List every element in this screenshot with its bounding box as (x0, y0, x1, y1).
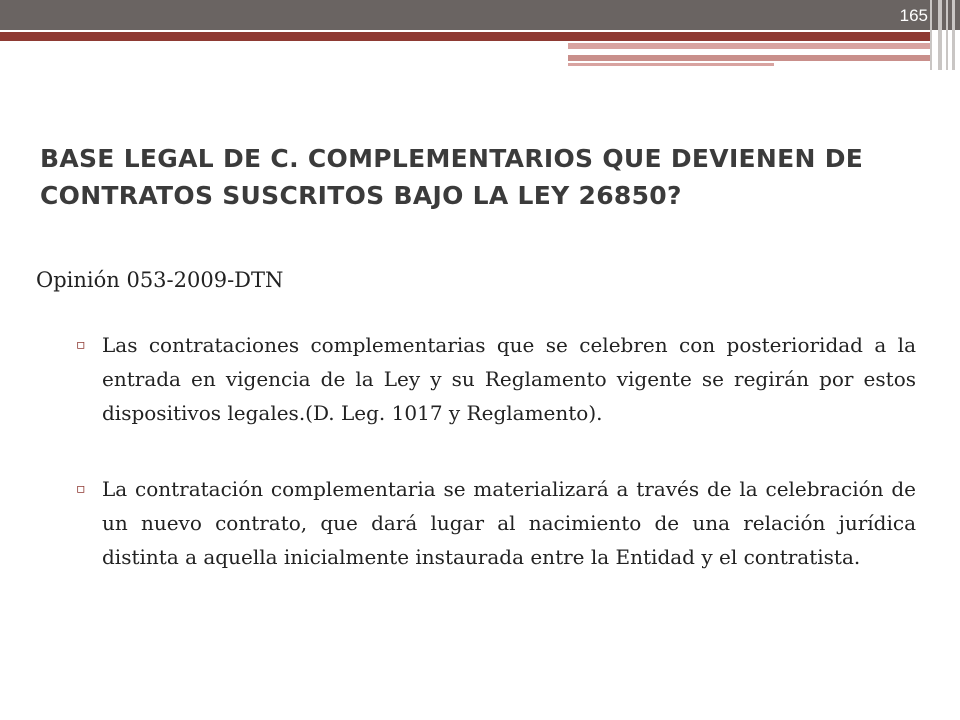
bullet-text: La contratación complementaria se materializará a través de la celebración de un nuevo contrato, que dará lugar al nacimiento de una relación jurídica distinta a aquella inicialmente instaurada entre la Entidad y el contratista. (102, 477, 916, 569)
bullet-item (76, 328, 916, 430)
header-accent-line (0, 32, 930, 41)
bullet-item (76, 472, 916, 574)
header-bar (0, 0, 960, 30)
bullet-list (76, 328, 916, 616)
header-vertical-line (946, 0, 948, 70)
page-number: 165 (899, 6, 928, 25)
header-decoration-line (568, 51, 890, 53)
header-vertical-line (938, 0, 942, 70)
header-decoration-line (568, 55, 930, 61)
header-decoration-line (568, 43, 930, 49)
header-vertical-line (930, 0, 932, 70)
header-vertical-line (952, 0, 955, 70)
header-decoration-line (568, 63, 774, 66)
bullet-marker-icon: ▫ (76, 481, 86, 497)
slide-subtitle: Opinión 053-2009-DTN (36, 268, 284, 292)
bullet-text: Las contrataciones complementarias que se celebren con posterioridad a la entrada en vigencia de la Ley y su Reglamento vigente se regirán por estos dispositivos legales.(D. Leg. 1017 y Reglamento). (102, 333, 916, 425)
bullet-marker-icon: ▫ (76, 337, 86, 353)
slide-title: BASE LEGAL DE C. COMPLEMENTARIOS QUE DEVIENEN DE CONTRATOS SUSCRITOS BAJO LA LEY 26850? (40, 144, 864, 210)
